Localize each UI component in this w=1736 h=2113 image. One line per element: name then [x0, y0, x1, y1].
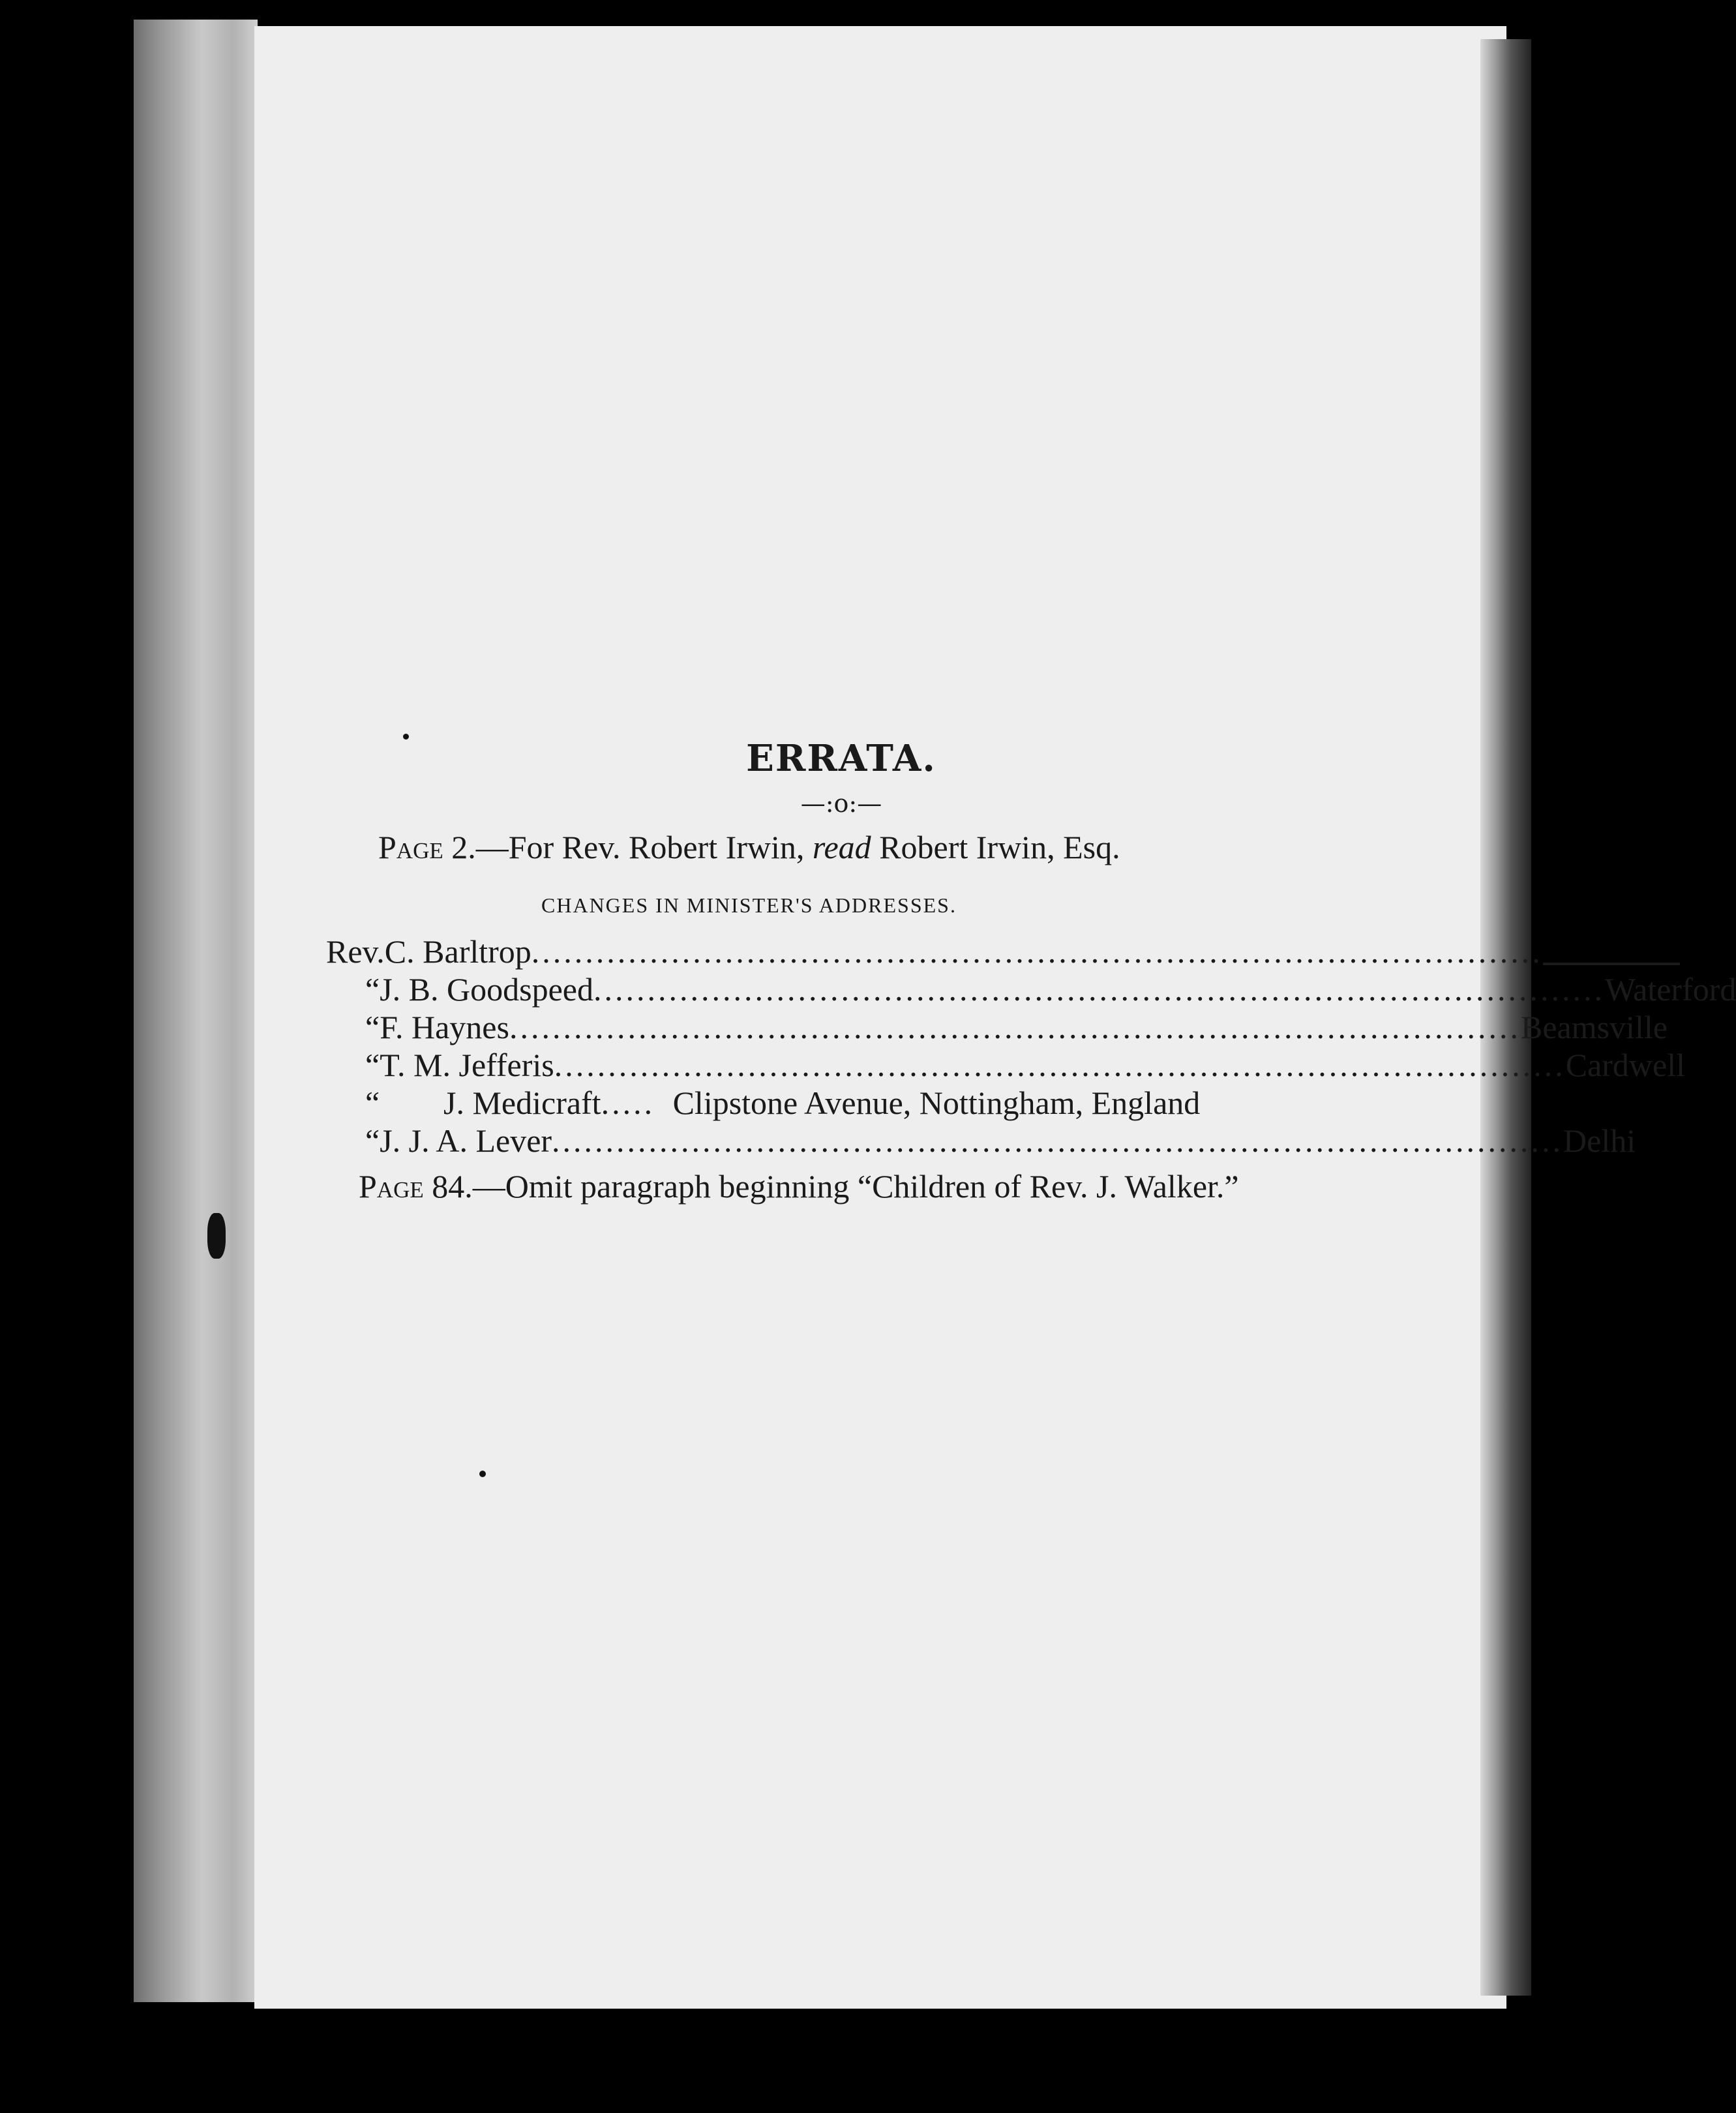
minister-name: F. Haynes	[380, 1009, 509, 1045]
row-prefix: “	[365, 1009, 380, 1045]
row-prefix: “	[365, 1122, 380, 1159]
minister-name: J. Medicraft	[443, 1085, 601, 1121]
page2-read: read	[812, 829, 871, 865]
blank-line	[1543, 943, 1680, 965]
ink-speck	[403, 734, 409, 740]
page2-label: Page 2.	[378, 829, 476, 865]
minister-place: Delhi	[1563, 1122, 1636, 1159]
minister-name: C. Barltrop	[384, 933, 531, 970]
page84-text: —Omit paragraph beginning “Children of Rev. J. Walker.”	[472, 1168, 1239, 1205]
address-row	[326, 1008, 1668, 1046]
minister-place: Beamsville	[1520, 1009, 1668, 1045]
address-row	[326, 1084, 1317, 1122]
address-row	[326, 1122, 1636, 1160]
page84-label: Page 84.	[359, 1168, 473, 1205]
binding-hole	[207, 1213, 226, 1259]
minister-place: Waterford	[1604, 971, 1736, 1008]
minister-name: J. J. A. Lever	[380, 1122, 552, 1159]
row-prefix: “	[365, 971, 380, 1008]
leader-dots: ..............................................................................................	[593, 971, 1605, 1008]
page2-text-b: Robert Irwin, Esq.	[871, 829, 1120, 865]
minister-name: T. M. Jefferis	[380, 1047, 554, 1083]
leader-dots: ..............................................................................................	[509, 1009, 1521, 1045]
leader-dots: ..............................................................................................	[554, 1047, 1566, 1083]
minister-place: Cardwell	[1565, 1047, 1686, 1083]
page2-correction	[378, 828, 1120, 866]
row-prefix: Rev.	[326, 933, 385, 970]
row-prefix: “	[365, 1047, 380, 1083]
divider: —:o:—	[800, 789, 882, 818]
minister-name: J. B. Goodspeed	[380, 971, 593, 1008]
address-row	[326, 970, 1736, 1008]
ink-speck	[479, 1471, 486, 1477]
address-row	[326, 933, 1543, 970]
changes-heading: CHANGES IN MINISTER'S ADDRESSES.	[541, 893, 957, 917]
address-row	[326, 1046, 1686, 1084]
page84-correction	[326, 1167, 1317, 1205]
leader-dots: .....	[601, 1085, 655, 1121]
leader-dots: ..............................................................................................	[552, 1122, 1564, 1159]
book-spine	[134, 20, 258, 2002]
minister-place: Clipstone Avenue, Nottingham, England	[672, 1085, 1201, 1121]
page2-text-a: —For Rev. Robert Irwin,	[475, 829, 813, 865]
row-prefix: “	[365, 1085, 380, 1121]
errata-title: ERRATA.	[746, 737, 936, 780]
leader-dots: ..............................................................................................	[531, 933, 1543, 970]
